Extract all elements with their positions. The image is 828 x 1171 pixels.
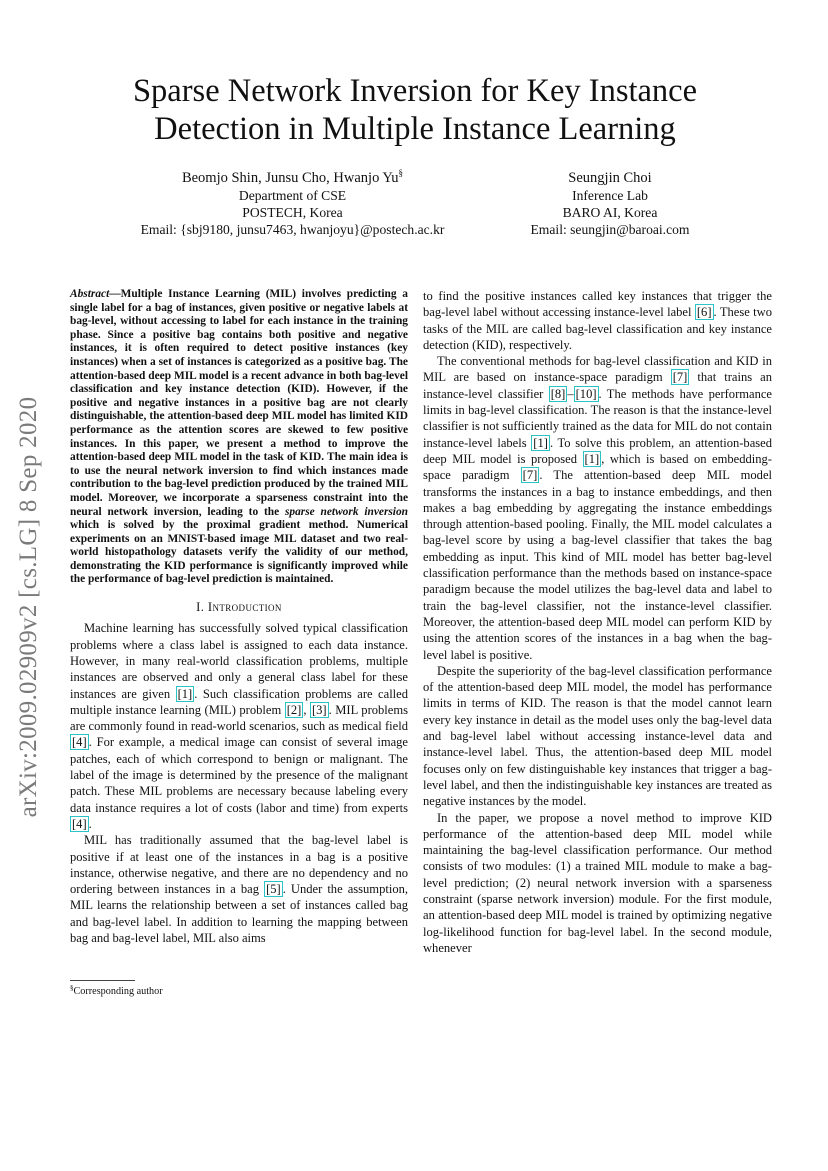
arxiv-stamp — [10, 372, 48, 842]
citation-link[interactable]: [1] — [584, 451, 600, 466]
left-column — [70, 288, 408, 946]
footnote-text: Corresponding author — [73, 986, 163, 997]
intro-paragraph-5: In the paper, we propose a novel method to improve KID performance of the attention-based deep MIL model while maintaining the bag-level classification performance. Our method consists of two modules: (1) a trained MIL module to make a bag-level prediction; (2) neural network inversion with a sparseness constraint (sparse network inversion) module. For the first module, an attention-based deep MIL model is trained by optimizing negative log-likelihood function for bag-level label. In the second module, whenever — [423, 810, 772, 955]
citation-link[interactable]: [5] — [266, 882, 281, 897]
abstract-emphasis: sparse network inversion — [284, 505, 409, 518]
author-block — [0, 170, 828, 240]
author-names: Seungjin Choi — [568, 170, 652, 186]
citation-link[interactable]: [8] — [550, 386, 566, 401]
abstract: Abstract—Multiple Instance Learning (MIL) involves predicting a single label for a bag of instances, given positive or negative labels at bag-level, without accessing to label for each instance in the training phase. Since a positive bag contains both positive and negative instances, it is often required to detect positive instances (key instances) when a set of instances is categorized as a positive bag. The attention-based deep MIL model is a recent advance in both bag-level classification and key instance detection (KID). However, if the positive and negative instances in a positive bag are not clearly distinguishable, the attention-based deep MIL model has limited KID performance as the attention scores are skewed to few positive instances. In this paper, we present a method to improve the attention-based deep MIL model in the task of KID. The main idea is to use the neural network inversion to find which instances made contribution to the bag-level prediction produced by the trained MIL model. Moreover, we incorporate a sparseness constraint into the neural network inversion, leading to the sparse network inversion which is solved by the proximal gradient method. Numerical experiments on an MNIST-based image MIL dataset and two real-world histopathology datasets verify the validity of our method, demonstrating the KID performance is significantly improved while the performance of bag-level prediction is maintained. — [70, 288, 409, 586]
corresponding-mark: § — [398, 168, 404, 178]
title-line-1: Sparse Network Inversion for Key Instance — [132, 73, 698, 109]
author-names: Beomjo Shin, Junsu Cho, Hwanjo Yu§ — [181, 168, 404, 186]
arxiv-identifier: arXiv:2009.02909v2 [cs.LG] 8 Sep 2020 — [15, 396, 42, 818]
paper-title — [60, 72, 770, 148]
citation-link[interactable]: [4] — [72, 735, 87, 750]
author-email: Email: seungjin@baroai.com — [530, 222, 690, 237]
citation-link[interactable]: [2] — [286, 702, 302, 717]
intro-paragraph-continued: to find the positive instances called key instances that trigger the bag-level label without accessing instance-level label [6] . These two tasks of the MIL are called bag-level classification and key instance detection (KID), respectively. — [423, 289, 772, 352]
abstract-label: Abstract — [70, 288, 110, 300]
citation-link[interactable]: [1] — [177, 686, 193, 701]
author-group-postech — [120, 170, 465, 238]
title-line-2: Detection in Multiple Instance Learning — [154, 111, 676, 147]
author-department: Department of CSE — [238, 188, 347, 203]
citation-link[interactable]: [10] — [575, 386, 597, 401]
citation-link[interactable]: [7] — [672, 370, 688, 385]
citation-link[interactable]: [3] — [311, 702, 327, 717]
intro-paragraph-4: Despite the superiority of the bag-level classification performance of the attention-based deep MIL model, the model has performance limits in terms of KID. The reason is that the model cannot learn every key instance in detail as the model uses only the bag-level data and bag-level label without accessing instance-level data and instance-level label. Thus, the attention-based deep MIL model focuses only on few distinguishable key instances that trigger a bag-level label, and then the indistinguishable key instances are treated as negative instances by the model. — [423, 663, 772, 809]
footnote — [70, 985, 163, 998]
citation-link[interactable]: [6] — [696, 305, 712, 320]
intro-paragraph-3: The conventional methods for bag-level classification and KID in MIL are based on instance-space paradigm [7] that trains an instance-level classifier [8] – [10] . The methods have performance limits in bag-level classification. The reason is that the instance-level classifier is not sufficiently trained as the data for MIL do not contain instance-level labels [1] . To solve this problem, an attention-based deep MIL model is proposed [1] , which is based on embedding-space paradigm [7] . The attention-based deep MIL model transforms the instances in a bag to instance embeddings, and then makes a bag embedding by aggregating the instance embeddings through attention-based pooling. Finally, the MIL model calculates a bag-level score by using a bag-level classifier that takes the bag embedding as input. This kind of MIL model has better bag-level classification performance than the methods based on instance-space paradigm because the model utilizes the bag-level data and label to train the bag-level classifier, not the instance-level classifier. Moreover, the attention-based deep MIL model can perform KID by using the attention scores of the instances in a bag when the bag-level label is positive. — [423, 354, 773, 662]
section-heading: I. Introduction — [196, 600, 282, 615]
author-email: Email: {sbj9180, junsu7463, hwanjoyu}@postech.ac.kr — [140, 222, 445, 237]
author-department: Inference Lab — [572, 188, 648, 203]
author-organization: BARO AI, Korea — [562, 205, 658, 220]
footnote-divider — [70, 980, 135, 981]
intro-paragraph-2: MIL has traditionally assumed that the bag-level label is positive if at least one of the instances in a bag is a positive instance, otherwise negative, and there are no dependency and no ordering between instances in a bag [5] . Under the assumption, MIL learns the relationship between a set of instances called bag and bag-level label. In addition to learning the mapping between bag and bag-level label, MIL also aims — [70, 833, 409, 945]
intro-paragraph-1: Machine learning has successfully solved typical classification problems where a class label is assigned to each data instance. However, in many real-world classification problems, multiple instances are observed and only a general class label for these instances are given [1] . Such classification problems are called multiple instance learning (MIL) problem [2] , [3] . MIL problems are commonly found in read-world scenarios, such as medical field [4] . For example, a medical image can consist of several image patches, each of which correspond to benign or malignant. The label of the image is determined by the presence of the malignant patch. These MIL problems are necessary because labeling every data instance requires a lot of costs (labor and time) from experts [4] . — [70, 621, 409, 831]
citation-link[interactable]: [1] — [533, 435, 548, 450]
citation-link[interactable]: [7] — [522, 468, 538, 483]
citation-link[interactable]: [4] — [72, 816, 87, 831]
right-column — [423, 288, 772, 956]
author-group-baroai — [515, 170, 705, 238]
footnote-mark: § — [70, 984, 74, 992]
author-organization: POSTECH, Korea — [242, 205, 343, 220]
